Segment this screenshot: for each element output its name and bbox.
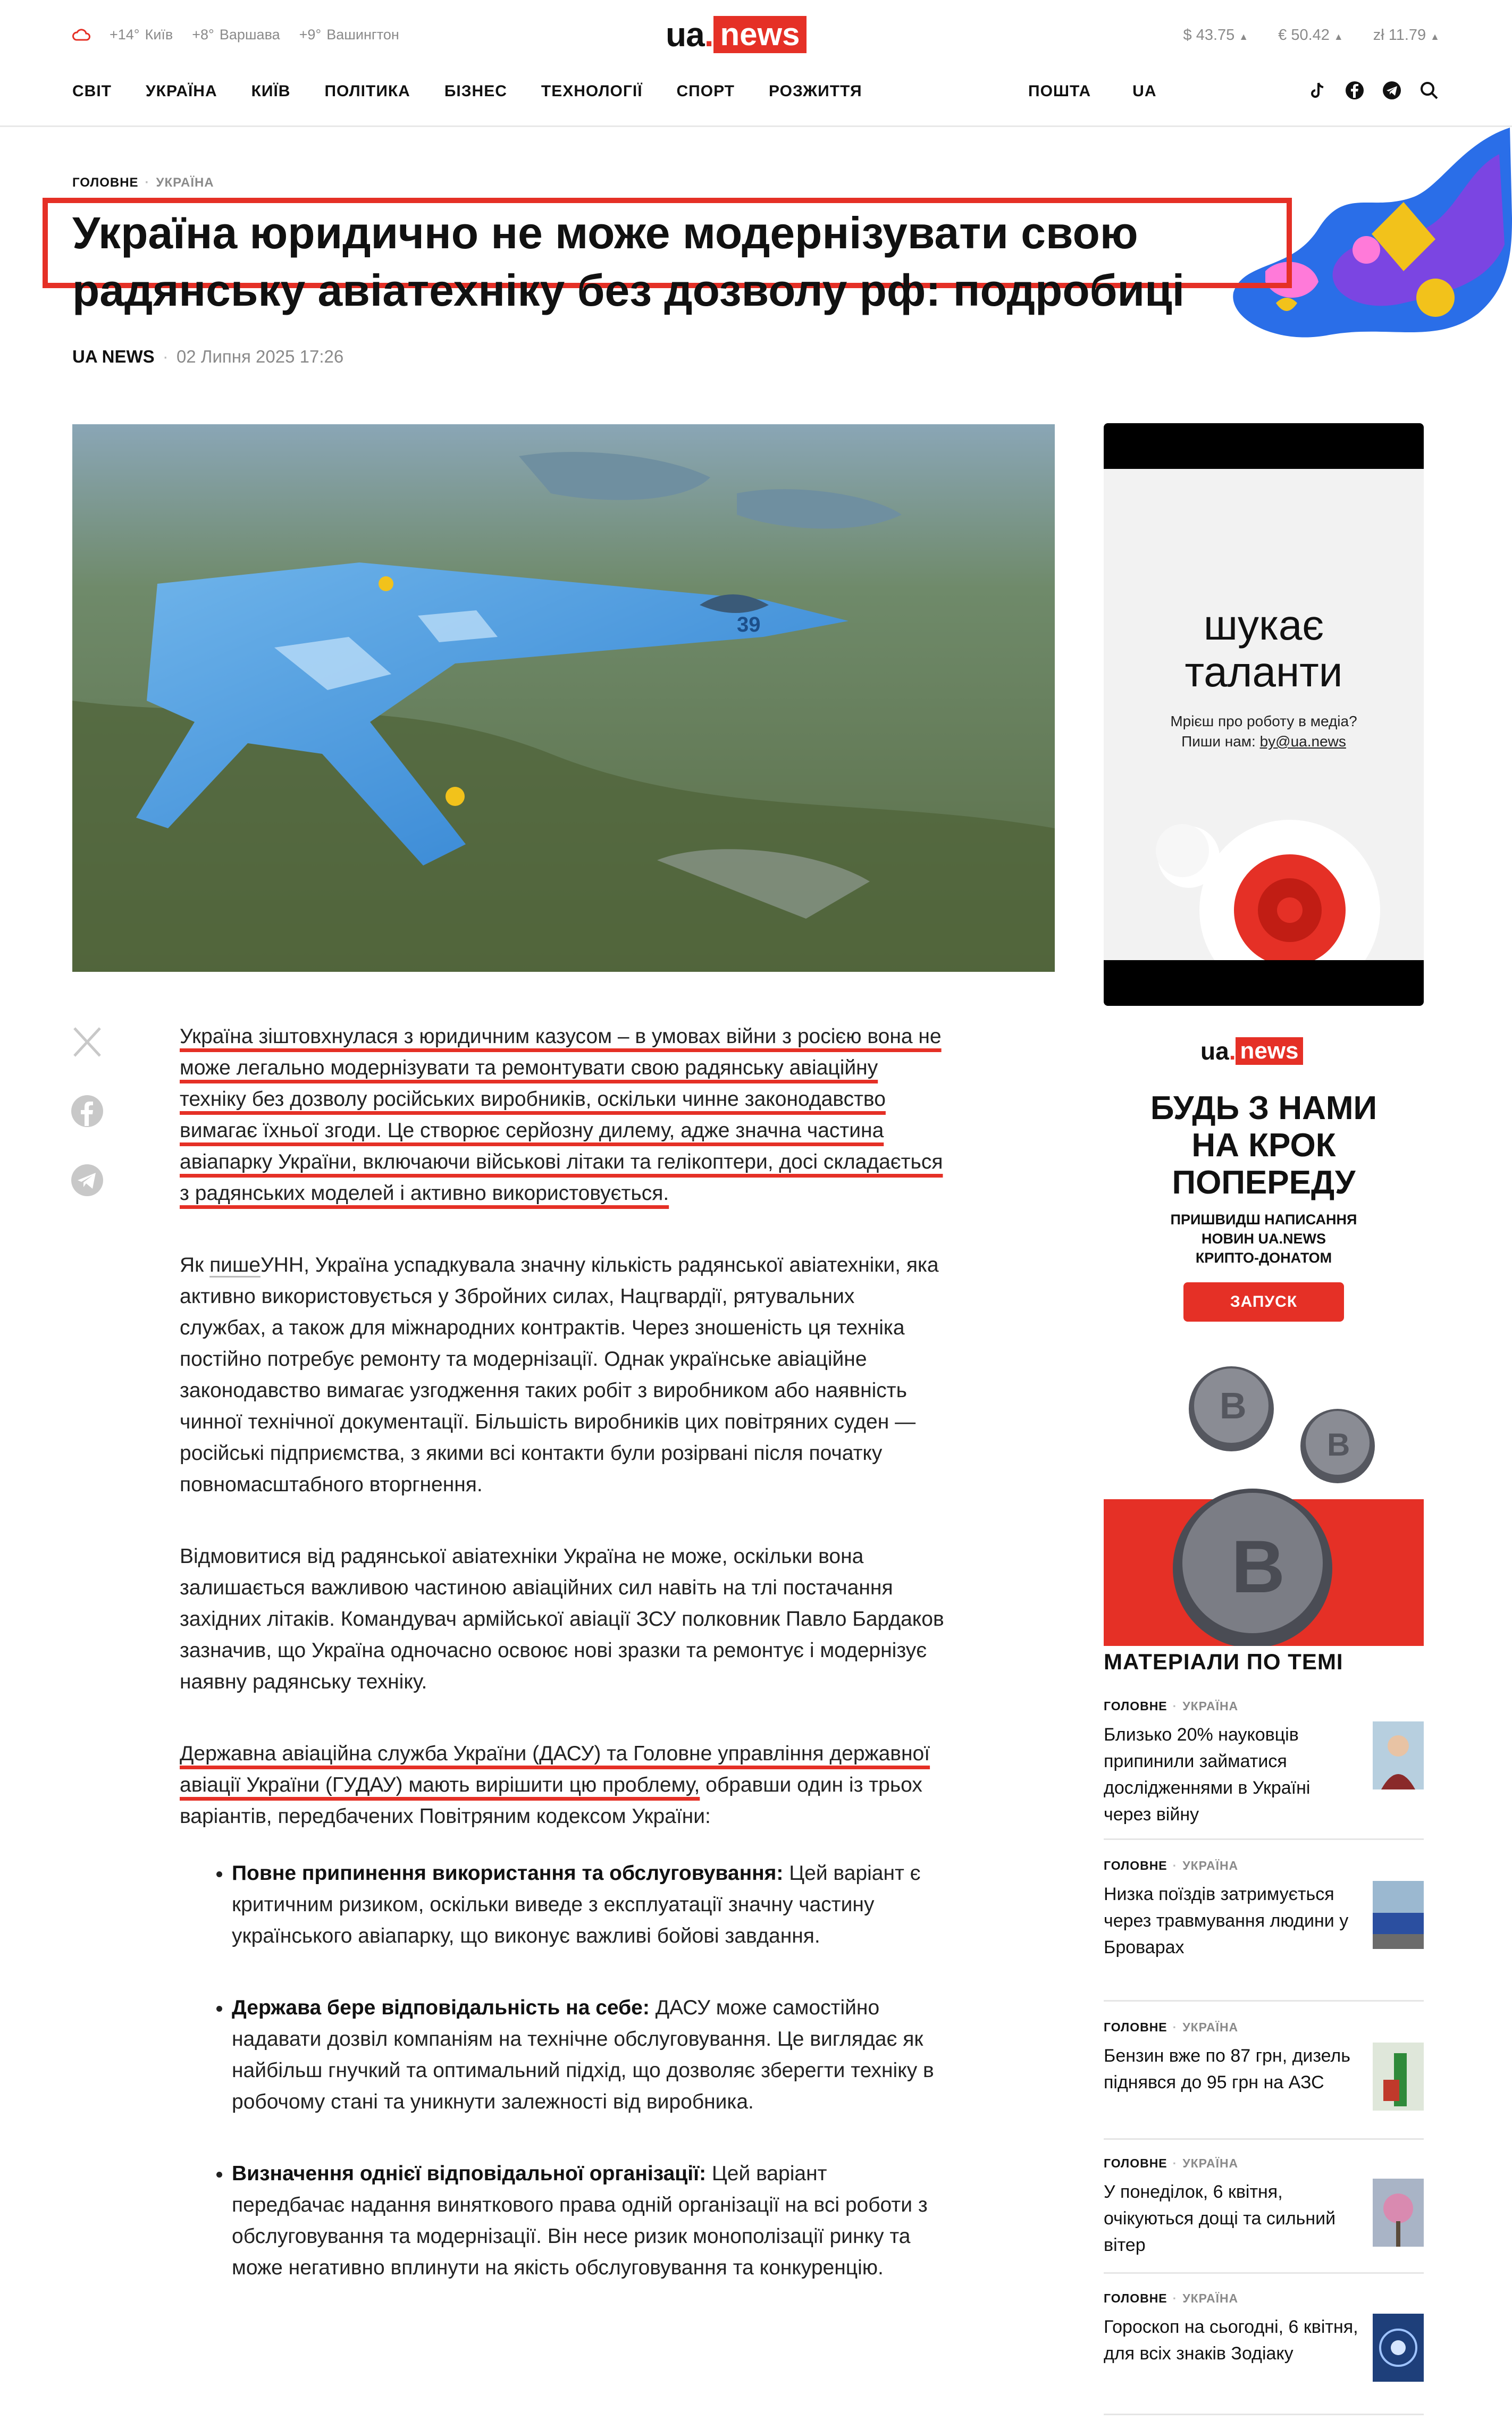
ad-subtext: Мрієш про роботу в медіа? Пиши нам: by@ua.news <box>1170 713 1357 750</box>
nav-item-politics[interactable]: ПОЛІТИКА <box>324 82 410 100</box>
paragraph-4-text: обравши один із трьох варіантів, передбачених Повітряним кодексом України: <box>180 1774 922 1828</box>
x-twitter-icon[interactable] <box>69 1024 105 1060</box>
hero-image <box>72 424 1055 972</box>
ad-banner-talents[interactable] <box>1104 423 1424 1006</box>
launch-button[interactable]: ЗАПУСК <box>1183 1282 1344 1322</box>
related-item-title[interactable]: У понеділок, 6 квітня, очікуються дощі та сильний вітер <box>1104 2182 1336 2255</box>
related-item-title[interactable]: Близько 20% науковців припинили займатися дослідженнями в Україні через війну <box>1104 1725 1311 1825</box>
related-item-title[interactable]: Гороскоп на сьогодні, 6 квітня, для всіх знаків Зодіаку <box>1104 2317 1358 2364</box>
logo-news: news <box>713 16 806 53</box>
related-item[interactable]: ГОЛОВНЕ · УКРАЇНА Низка поїздів затримується через травмування людини у Броварах <box>1104 1859 1424 2002</box>
secondary-nav <box>1028 82 1198 100</box>
related-thumbnail <box>1373 2179 1424 2247</box>
nav-item-ukraine[interactable]: УКРАЇНА <box>146 82 217 100</box>
paragraph-4 <box>180 1738 945 1832</box>
paragraph-3: Відмовитися від радянської авіатехніки Україна не може, оскільки вона залишається важливою частиною авіаційних сил навіть на тлі постачання західних літаків. Командувач армійської авіації ЗСУ полковник Павло Бардаков зазначив, що Україна одночасно освоює нові зразки та ремонтує і модернізує наявну радянську техніку. <box>180 1545 944 1693</box>
list-item: • Визначення однієї відповідальної організації: Цей варіант передбачає надання виняткового права одній організації на всі роботи з обслуговування та модернізації. Він несе ризик монополізації ринку та може негативно вплинути на якість обслуговування та конкуренцію. <box>232 2158 945 2283</box>
article-body <box>180 1021 945 2324</box>
nav-item-kyiv[interactable]: КИЇВ <box>251 82 291 100</box>
author-name[interactable]: UA NEWS <box>72 347 155 366</box>
publish-date: 02 Липня 2025 17:26 <box>176 347 344 366</box>
ad-email-link[interactable]: by@ua.news <box>1259 733 1346 750</box>
breadcrumb-section[interactable]: УКРАЇНА <box>156 175 214 190</box>
site-header <box>0 0 1512 127</box>
nav-item-technology[interactable]: ТЕХНОЛОГІЇ <box>541 82 643 100</box>
source-link[interactable]: пише <box>209 1254 261 1276</box>
coin-icon <box>1104 1345 1424 1646</box>
related-thumbnail <box>1373 2314 1424 2382</box>
currency-rates <box>1183 27 1440 44</box>
svg-text:B: B <box>1231 1525 1286 1608</box>
logo-ua: ua <box>666 15 704 54</box>
tiktok-icon[interactable] <box>1307 80 1328 101</box>
nav-item-lifestyle[interactable]: РОЗЖИТТЯ <box>769 82 862 100</box>
svg-text:B: B <box>1327 1427 1350 1463</box>
paragraph-2: Як пишеУНН, Україна успадкувала значну кількість радянської авіатехніки, яка активно використовується у Збройних силах, Нацгвардії, рятувальних службах, а також для міжнародних контрактів. Через зношеність ця техніка постійно потребує ремонту та модернізації. Однак українське авіаційне законодавство вимагає узгодження таких робіт з виробником або наявність чинної технічної документації. Більшість виробників цих повітряних суден — російські підприємства, з якими всі контакти були розірвані після початку повномасштабного вторгнення. <box>180 1254 939 1496</box>
byline: UA NEWS · 02 Липня 2025 17:26 <box>72 347 344 366</box>
weather-kyiv: +14° Київ <box>110 27 173 43</box>
ad-banner-crypto[interactable] <box>1104 1037 1424 1646</box>
svg-text:B: B <box>1220 1385 1247 1426</box>
weather-washington: +9° Вашингтон <box>299 27 399 43</box>
ad-illustration <box>1104 799 1424 960</box>
rate-eur: € 50.42 ▲ <box>1278 27 1343 44</box>
share-bar <box>69 1024 105 1198</box>
related-thumbnail <box>1373 1881 1424 1949</box>
list-item: • Держава бере відповідальність на себе: ДАСУ може самостійно надавати дозвіл компаніям на технічне обслуговування. Це виглядає як найбільш гнучкий та оптимальний підхід, що дозволяє зберегти техніку в робочому стані та уникнути залежності від виробника. <box>232 1992 945 2118</box>
related-item[interactable]: ГОЛОВНЕ · УКРАЇНА Гороскоп на сьогодні, 6 квітня, для всіх знаків Зодіаку <box>1104 2291 1424 2415</box>
fighter-jet-photo <box>72 424 1055 972</box>
ad-logo: ua . news <box>1200 1037 1303 1065</box>
list-item: • Повне припинення використання та обслуговування: Цей варіант є критичним ризиком, оскільки виведе з експлуатації значну частину українського авіапарку, що виконує важливі бойові завдання. <box>232 1858 945 1952</box>
rate-usd: $ 43.75 ▲ <box>1183 27 1249 44</box>
search-icon[interactable] <box>1418 80 1440 101</box>
related-item[interactable]: ГОЛОВНЕ · УКРАЇНА У понеділок, 6 квітня, очікуються дощі та сильний вітер <box>1104 2156 1424 2274</box>
source-name: УНН <box>260 1254 304 1276</box>
ad-crypto-subtext: ПРИШВИДШ НАПИСАННЯ НОВИН UA.NEWS КРИПТО-ДОНАТОМ <box>1170 1212 1357 1266</box>
facebook-icon[interactable] <box>1344 80 1365 101</box>
ad-banner-body <box>1104 469 1424 960</box>
related-item[interactable]: ГОЛОВНЕ · УКРАЇНА Бензин вже по 87 грн, дизель піднявся до 95 грн на АЗС <box>1104 2020 1424 2140</box>
header-socials <box>1307 80 1440 101</box>
ad-headline: шукає таланти <box>1185 601 1343 695</box>
related-thumbnail <box>1373 1721 1424 1789</box>
ad-crypto-headline: БУДЬ З НАМИ НА КРОК ПОПЕРЕДУ <box>1150 1090 1377 1201</box>
nav-item-mail[interactable]: ПОШТА <box>1028 82 1091 100</box>
lead-paragraph <box>180 1021 945 1209</box>
facebook-share-icon[interactable] <box>69 1093 105 1129</box>
related-thumbnail <box>1373 2043 1424 2111</box>
related-item[interactable]: ГОЛОВНЕ · УКРАЇНА Близько 20% науковців припинили займатися дослідженнями в Україні через війну <box>1104 1699 1424 1840</box>
svg-text:39: 39 <box>737 613 761 636</box>
related-heading: МАТЕРІАЛИ ПО ТЕМІ <box>1104 1649 1343 1674</box>
lead-text: Україна зіштовхнулася з юридичним казусом – в умовах війни з росією вона не може легально модернізувати та ремонтувати свою радянську авіаційну техніку без дозволу російських виробників, оскільки чинне законодавство вимагає їхньої згоди. Це створює серйозну дилему, адже значна частина авіапарку України, включаючи військові літаки та гелікоптери, досі складається з радянських моделей і активно використовується. <box>180 1025 943 1205</box>
breadcrumb: ГОЛОВНЕ · УКРАЇНА <box>72 175 214 190</box>
related-item-title[interactable]: Бензин вже по 87 грн, дизель піднявся до 95 грн на АЗС <box>1104 2046 1350 2093</box>
site-logo[interactable] <box>666 15 807 54</box>
rate-pln: zł 11.79 ▲ <box>1373 27 1440 44</box>
related-item-title[interactable]: Низка поїздів затримується через травмування людини у Броварах <box>1104 1884 1349 1957</box>
nav-item-world[interactable]: СВІТ <box>72 82 112 100</box>
breadcrumb-home[interactable]: ГОЛОВНЕ <box>72 175 139 190</box>
language-switch[interactable]: UA <box>1132 82 1157 100</box>
paragraph-2-text: , Україна успадкувала значну кількість радянської авіатехніки, яка активно використовується у Збройних силах, Нацгвардії, рятувальних службах, а також для міжнародних контрактів. Через зношеність ця техніка постійно потребує ремонту та модернізації. Однак українське авіаційне законодавство вимагає узгодження таких робіт з виробником або наявність чинної технічної документації. Більшість виробників цих повітряних суден — російські підприємства, з якими всі контакти були розірвані після початку повномасштабного вторгнення. <box>180 1254 939 1496</box>
main-nav <box>72 82 896 100</box>
telegram-share-icon[interactable] <box>69 1162 105 1198</box>
weather-warsaw: +8° Варшава <box>192 27 280 43</box>
cloud-icon <box>72 28 90 42</box>
telegram-icon[interactable] <box>1381 80 1402 101</box>
weather-widget[interactable] <box>72 27 399 43</box>
paragraph-4-highlight: Державна авіаційна служба України (ДАСУ) та Головне управління державної авіації України (ГУДАУ) мають вирішити цю проблему, <box>180 1742 930 1796</box>
nav-item-sport[interactable]: СПОРТ <box>676 82 735 100</box>
page-title: Україна юридично не може модернізувати свою радянську авіатехніку без дозволу рф: подробиці <box>72 208 1185 315</box>
nav-item-business[interactable]: БІЗНЕС <box>444 82 507 100</box>
options-list <box>180 1858 945 2283</box>
logo-dot: . <box>704 15 714 54</box>
